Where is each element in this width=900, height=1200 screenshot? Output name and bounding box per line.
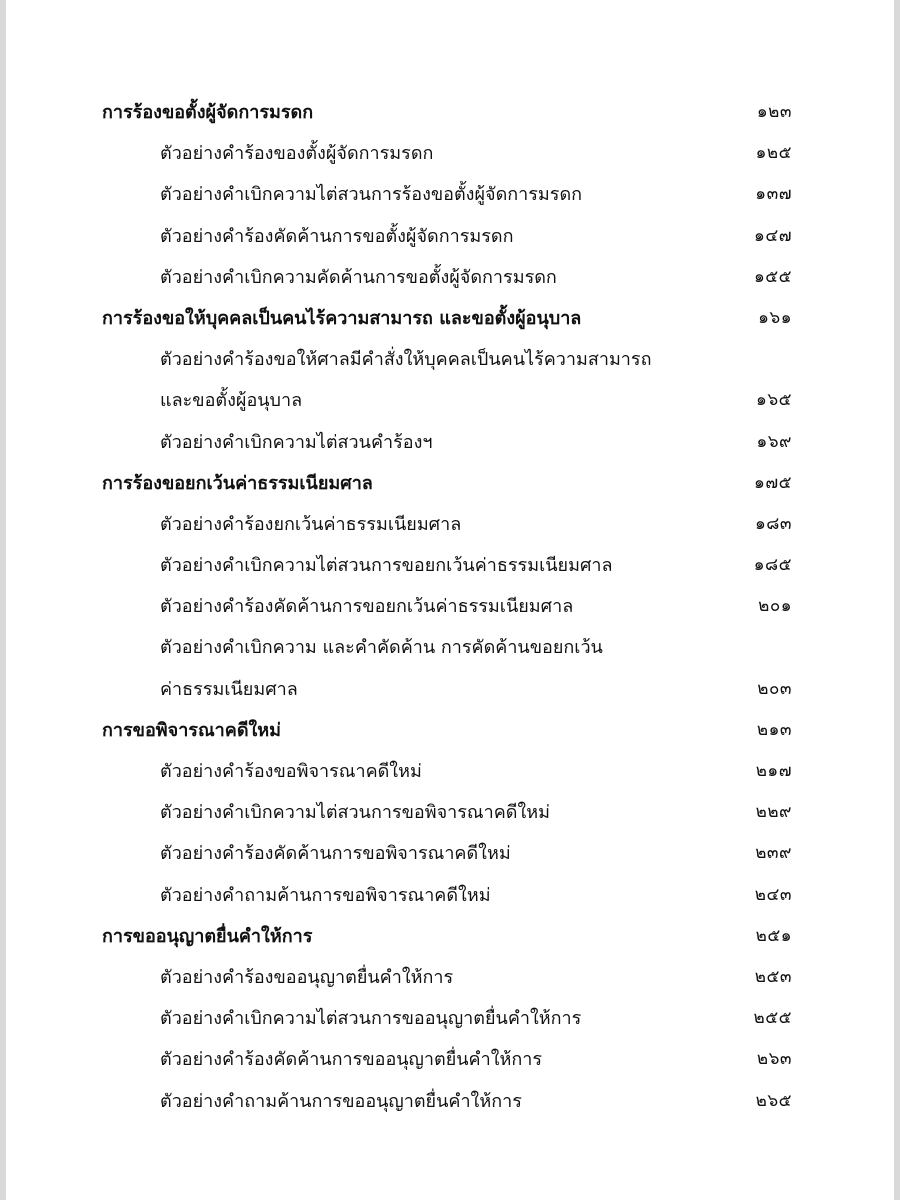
toc-entry-title: และขอตั้งผู้อนุบาล [160,390,303,412]
toc-page-number: ๑๔๗ [754,225,792,246]
toc-page-number: ๒๕๕ [753,1008,792,1029]
toc-entry-title: ตัวอย่างคำร้องคัดค้านการขอพิจารณาคดีใหม่ [160,843,511,865]
toc-entry [102,1039,792,1080]
toc-entry [102,751,792,792]
toc-entry-title: ตัวอย่างคำร้องคัดค้านการขอยกเว้นค่าธรรมเนียมศาล [160,596,574,618]
toc-entry [102,380,792,421]
toc-entry-title: ตัวอย่างคำร้องคัดค้านการขออนุญาตยื่นคำให้การ [160,1049,543,1071]
toc-entry-title: ตัวอย่างคำถามค้านการขออนุญาตยื่นคำให้การ [160,1090,522,1112]
toc-entry [102,833,792,874]
toc-entry [102,216,792,257]
toc-entry [102,875,792,916]
toc-page-number: ๒๖๕ [755,1090,792,1111]
toc-entry-title: ตัวอย่างคำร้องยกเว้นค่าธรรมเนียมศาล [160,513,462,535]
toc-section-heading [102,298,792,339]
toc-entry-title: ตัวอย่างคำเบิกความไต่สวนการขออนุญาตยื่นคำให้การ [160,1008,582,1030]
toc-entry [102,1081,792,1122]
toc-entry [102,422,792,463]
toc-entry-title: ตัวอย่างคำเบิกความ และคำคัดค้าน การคัดค้านขอยกเว้น [160,637,603,659]
toc-page-number: ๒๑๓ [756,719,792,740]
toc-page-number: ๑๖๙ [756,431,792,452]
toc-entry-title: ตัวอย่างคำถามค้านการขอพิจารณาคดีใหม่ [160,884,491,906]
toc-page-number: ๑๕๕ [753,266,792,287]
toc-page-number: ๑๒๕ [755,143,792,164]
toc-section-heading [102,710,792,751]
toc-entry [102,792,792,833]
toc-entry [102,669,792,710]
toc-entry-title: ตัวอย่างคำร้องขอให้ศาลมีคำสั่งให้บุคคลเป็นคนไร้ความสามารถ [160,349,652,371]
toc-entry [102,504,792,545]
toc-section-heading [102,463,792,504]
toc-entry [102,998,792,1039]
toc-page-number: ๒๒๙ [755,802,792,823]
toc-section-heading [102,92,792,133]
document-page [6,0,894,1200]
toc-page-number: ๑๘๕ [753,555,792,576]
toc-entry-title: ค่าธรรมเนียมศาล [160,678,298,700]
toc-page-number: ๑๓๗ [755,184,792,205]
toc-entry-title: ตัวอย่างคำเบิกความคัดค้านการขอตั้งผู้จัดการมรดก [160,266,557,288]
toc-entry [102,257,792,298]
table-of-contents [102,92,792,1122]
toc-page-number: ๒๖๓ [756,1049,792,1070]
toc-entry [102,586,792,627]
toc-page-number: ๒๐๑ [758,596,792,617]
toc-entry-title: ตัวอย่างคำเบิกความไต่สวนการขอพิจารณาคดีใหม่ [160,802,550,824]
toc-entry-title: ตัวอย่างคำร้องขออนุญาตยื่นคำให้การ [160,966,454,988]
toc-page-number: ๒๐๓ [757,678,792,699]
toc-entry [102,627,792,668]
toc-entry-title: การร้องขอให้บุคคลเป็นคนไร้ความสามารถ และขอตั้งผู้อนุบาล [102,307,582,329]
toc-page-number: ๒๑๗ [755,761,792,781]
toc-entry-title: ตัวอย่างคำร้องของตั้งผู้จัดการมรดก [160,143,434,165]
toc-entry-title: การร้องขอตั้งผู้จัดการมรดก [102,102,314,123]
toc-page-number: ๑๖๕ [756,390,792,411]
toc-entry-title: ตัวอย่างคำเบิกความไต่สวนการร้องขอตั้งผู้จัดการมรดก [160,184,583,206]
toc-entry-title: ตัวอย่างคำร้องขอพิจารณาคดีใหม่ [160,761,422,782]
toc-entry-title: ตัวอย่างคำร้องคัดค้านการขอตั้งผู้จัดการมรดก [160,225,514,247]
toc-entry [102,133,792,174]
toc-page-number: ๒๕๓ [754,966,792,987]
toc-entry-title: การขอพิจารณาคดีใหม่ [102,719,282,741]
toc-page-number: ๑๒๓ [756,102,792,122]
toc-page-number: ๒๓๙ [755,843,792,864]
toc-entry [102,174,792,215]
toc-page-number: ๑๖๑ [758,307,792,328]
toc-entry-title: การขออนุญาตยื่นคำให้การ [102,925,313,947]
toc-page-number: ๑๗๕ [754,472,792,493]
toc-section-heading [102,916,792,957]
toc-entry [102,545,792,586]
toc-entry-title: การร้องขอยกเว้นค่าธรรมเนียมศาล [102,472,373,494]
toc-page-number: ๑๘๓ [754,513,792,534]
toc-page-number: ๒๔๓ [754,884,792,905]
toc-entry [102,339,792,380]
toc-entry-title: ตัวอย่างคำเบิกความไต่สวนคำร้องฯ [160,431,433,453]
toc-page-number: ๒๕๑ [755,925,792,946]
toc-entry-title: ตัวอย่างคำเบิกความไต่สวนการขอยกเว้นค่าธรรมเนียมศาล [160,555,613,577]
toc-entry [102,957,792,998]
